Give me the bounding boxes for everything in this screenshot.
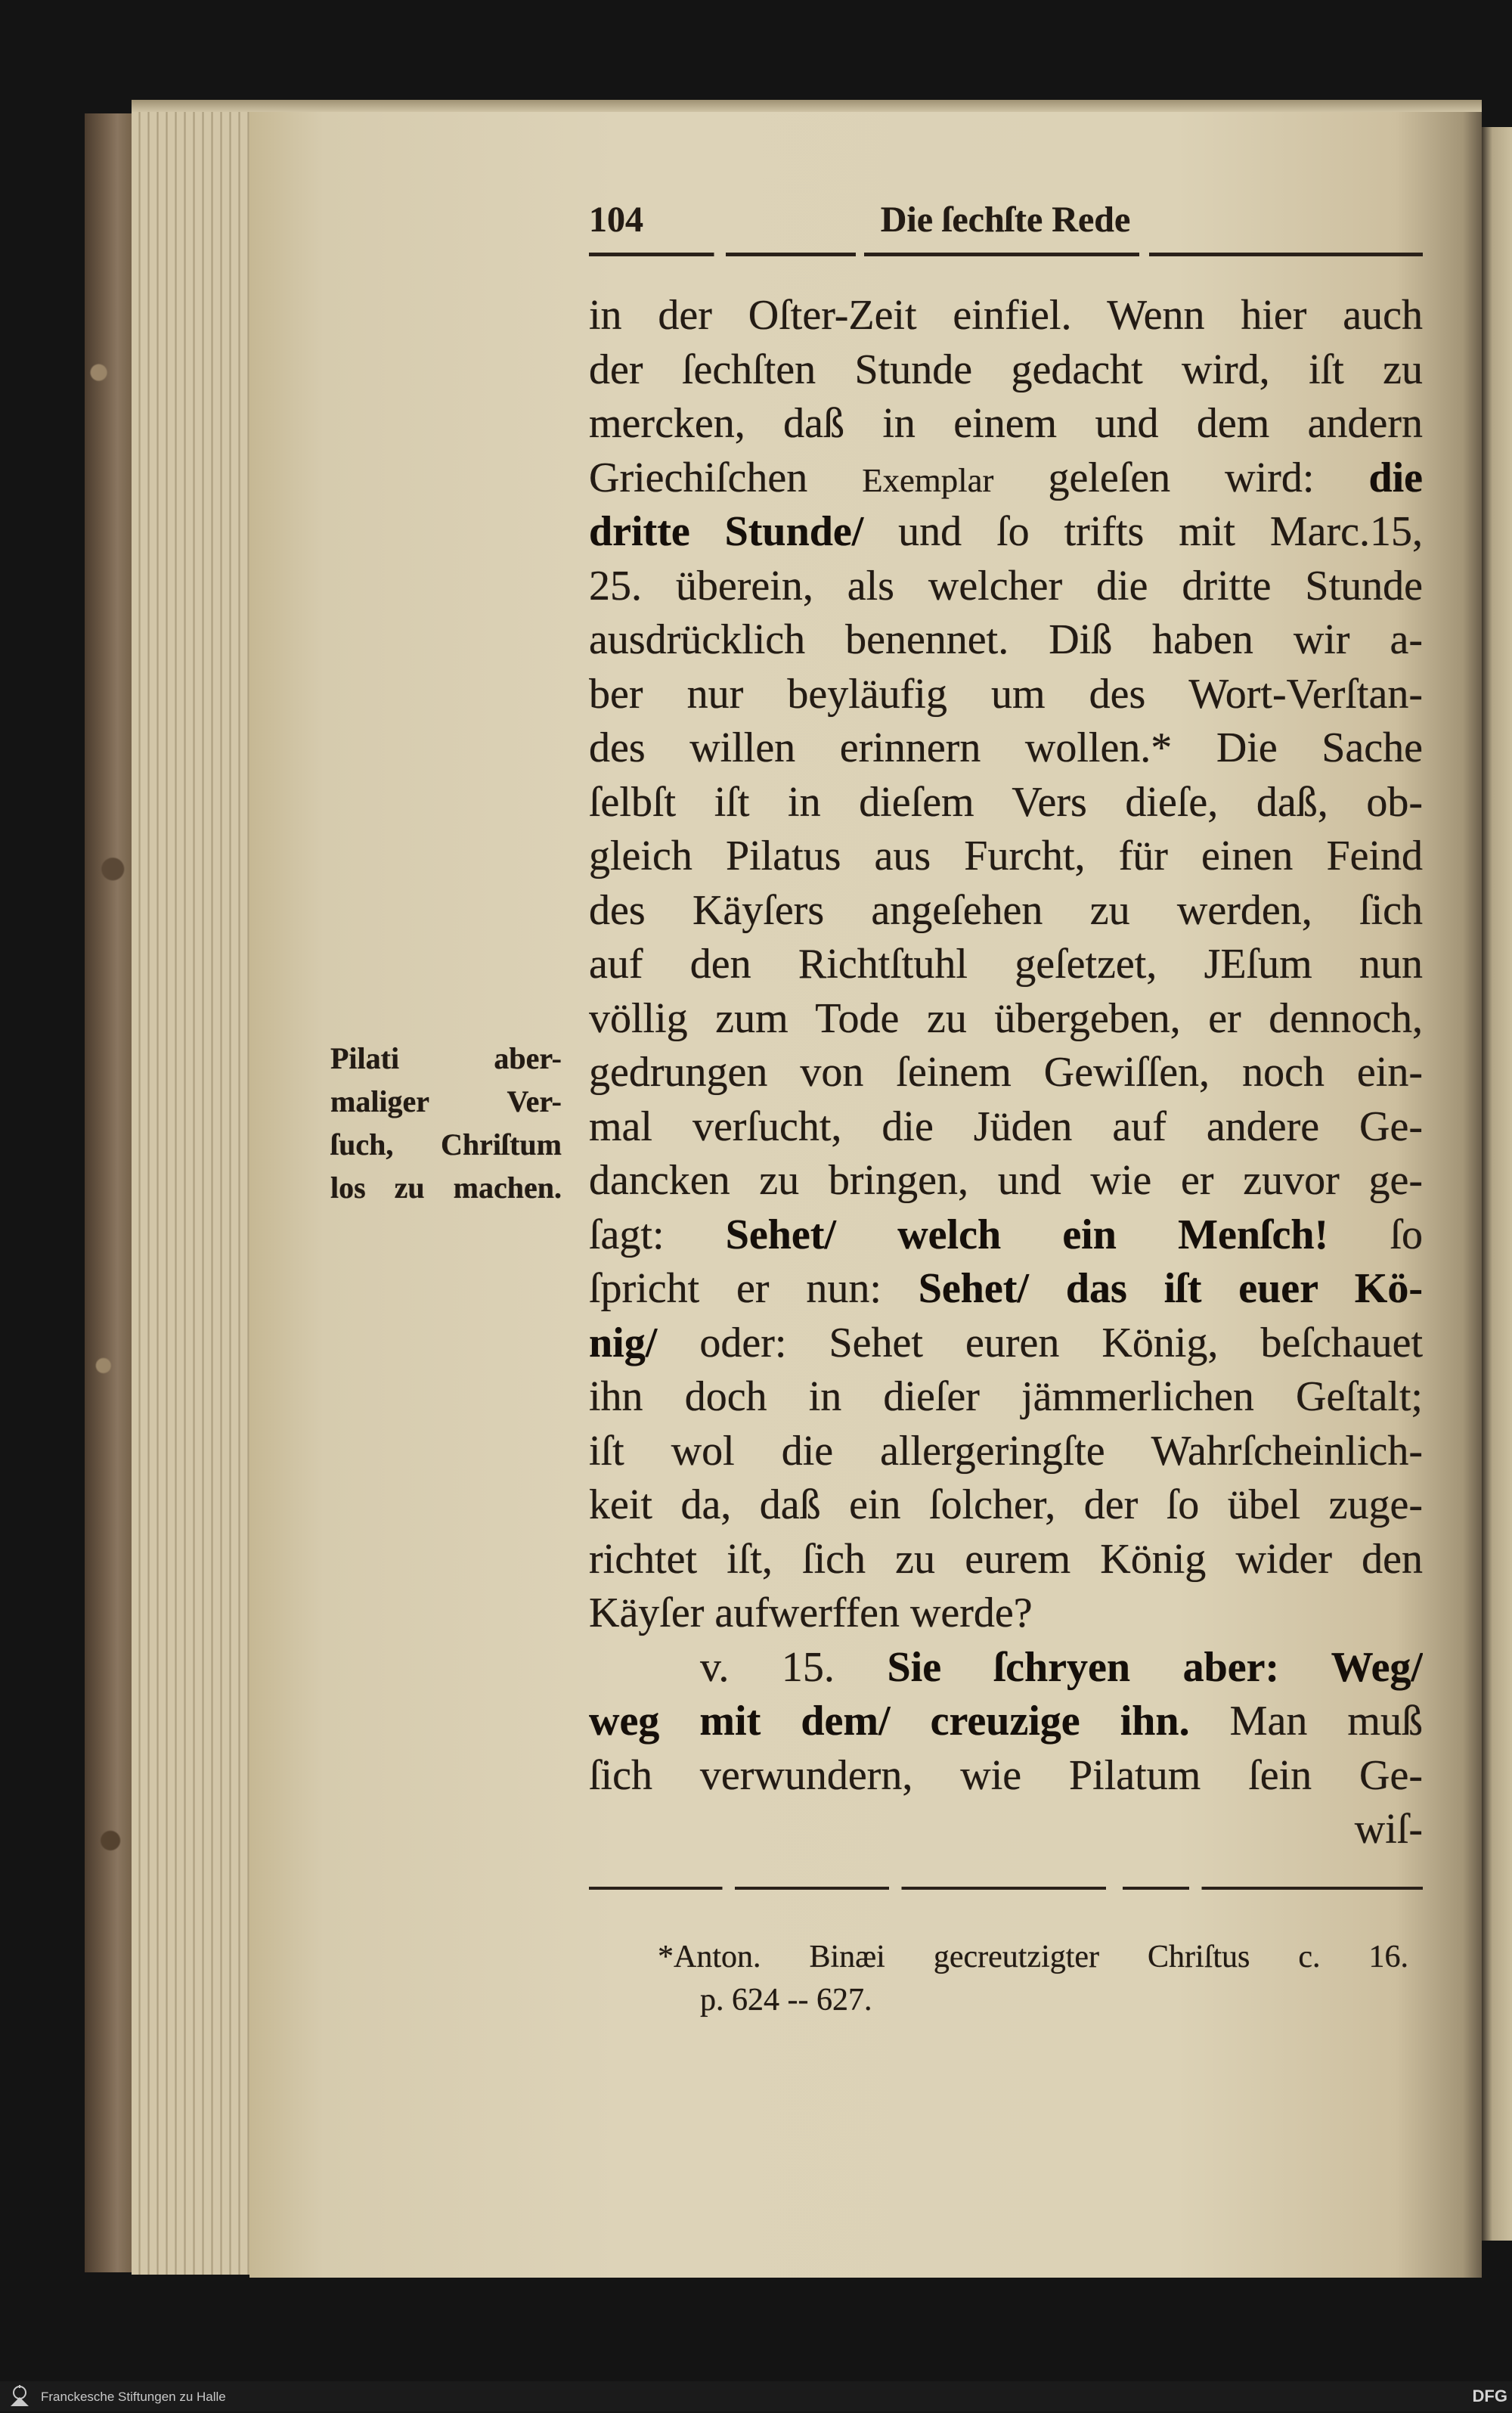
marginal-note-line: ſuch, Chriſtum: [330, 1127, 562, 1162]
body-line: [589, 1586, 1423, 1641]
body-line: [589, 1046, 1423, 1100]
running-title: Die ſechſte Rede: [880, 200, 1131, 240]
body-line: [589, 1262, 1423, 1317]
body-text-run: Man muß: [1189, 1698, 1423, 1745]
footnote-line: p. 624 -- 627.: [700, 1983, 872, 2018]
body-text-run: und ſo trifts mit Marc.15,: [863, 508, 1423, 555]
body-line: [589, 992, 1423, 1047]
marginal-note: [330, 1037, 562, 1209]
footer-bar: [0, 2381, 1512, 2411]
emphasis-text: Sehet/ das iſt euer Kö-: [918, 1265, 1423, 1312]
body-line: [589, 1317, 1423, 1371]
body-line: [589, 397, 1423, 451]
body-line: [589, 1803, 1423, 1857]
footer-funder-logo: DFG: [1472, 2387, 1507, 2405]
body-text-run: des willen erinnern wollen.* Die Sache: [589, 724, 1423, 771]
body-line: [589, 938, 1423, 992]
body-line: [589, 1154, 1423, 1208]
body-text-run: ſelbſt iſt in dieſem Vers dieſe, daß, ob-: [589, 778, 1423, 826]
body-line: [589, 668, 1423, 722]
body-text-run: oder: Sehet euren König, beſchauet: [657, 1319, 1423, 1366]
body-line: [589, 884, 1423, 938]
body-line: [589, 1641, 1423, 1695]
body-text-run: Griechiſchen: [589, 454, 863, 501]
emphasis-text: weg mit dem/ creuzige ihn.: [589, 1698, 1190, 1745]
body-line: [589, 289, 1423, 343]
page-top-edge: [132, 100, 1482, 112]
body-line: [589, 1425, 1423, 1479]
body-line: [589, 721, 1423, 776]
body-text-run: völlig zum Tode zu übergeben, er dennoch,: [589, 994, 1423, 1042]
footnote-rule: [589, 1887, 1423, 1890]
gutter-next-page: [1482, 127, 1512, 2241]
body-line: [589, 1533, 1423, 1587]
body-text-run: richtet iſt, ſich zu eurem König wider den: [589, 1535, 1423, 1583]
body-line: [589, 1695, 1423, 1749]
body-text-run: ausdrücklich benennet. Diß haben wir a-: [589, 616, 1423, 663]
foundation-logo-icon: [6, 2384, 33, 2409]
footnote-line: *Anton. Binæi gecreutzigter Chriſtus c. 16.: [658, 1940, 1408, 1974]
body-line: [589, 1208, 1423, 1263]
body-text-run: keit da, daß ein ſolcher, der ſo übel zuge-: [589, 1481, 1423, 1528]
body-line: [589, 1100, 1423, 1155]
body-text-run: ber nur beyläufig um des Wort-Verſtan-: [589, 670, 1423, 718]
body-text-run: der ſechſten Stunde gedacht wird, iſt zu: [589, 346, 1423, 393]
footer-institution: Franckesche Stiftungen zu Halle: [41, 2390, 226, 2404]
body-line: [589, 1478, 1423, 1533]
body-text-run: mal verſucht, die Jüden auf andere Ge-: [589, 1103, 1423, 1150]
body-text-run: wiſ-: [1354, 1806, 1423, 1853]
body-text-run: v. 15.: [700, 1643, 888, 1691]
body-text-run: ſagt:: [589, 1211, 726, 1258]
emphasis-text: die: [1368, 454, 1423, 501]
body-text-run: ſpricht er nun:: [589, 1265, 919, 1312]
body-line: [589, 613, 1423, 668]
body-text-run: ſo: [1328, 1211, 1423, 1258]
body-line: [589, 451, 1423, 506]
marginal-note-line: maliger Ver-: [330, 1084, 562, 1118]
body-text-run: mercken, daß in einem und dem andern: [589, 400, 1423, 447]
body-text-run: auf den Richtſtuhl geſetzet, JEſum nun: [589, 941, 1423, 988]
marginal-note-line: los zu machen.: [330, 1171, 562, 1205]
body-text-run: 25. überein, als welcher die dritte Stunde: [589, 562, 1423, 609]
emphasis-text: Sehet/ welch ein Menſch!: [725, 1211, 1329, 1258]
emphasis-text: dritte Stunde/: [589, 508, 864, 555]
body-line: [589, 830, 1423, 884]
emphasis-text: nig/: [589, 1319, 658, 1366]
body-text-run: ſich verwundern, wie Pilatum ſein Ge-: [589, 1751, 1423, 1799]
body-line: [589, 1370, 1423, 1425]
emphasis-text: Sie ſchryen aber: Weg/: [887, 1643, 1423, 1691]
body-text-run: geleſen wird:: [993, 454, 1369, 501]
body-text-run: gleich Pilatus aus Furcht, für einen Feind: [589, 833, 1423, 879]
body-text-run: ihn doch in dieſer jämmerlichen Geſtalt;: [589, 1373, 1423, 1420]
antiqua-text: Exemplar: [862, 461, 994, 499]
body-text-run: dancken zu bringen, und wie er zuvor ge-: [589, 1157, 1423, 1204]
book-cover-edge: [85, 113, 132, 2272]
body-text-run: Käyſer aufwerffen werde?: [589, 1590, 1033, 1636]
marginal-note-line: Pilati aber-: [330, 1041, 562, 1075]
body-text: [589, 289, 1423, 1857]
body-text-run: des Käyſers angeſehen zu werden, ſich: [589, 886, 1423, 934]
page-number: 104: [589, 200, 643, 240]
header-rule: [589, 253, 1423, 256]
body-line: [589, 560, 1423, 614]
body-text-run: iſt wol die allergeringſte Wahrſcheinlich-: [589, 1427, 1423, 1475]
body-text-run: gedrungen von ſeinem Gewiſſen, noch ein-: [589, 1049, 1423, 1096]
body-text-run: in der Oſter-Zeit einfiel. Wenn hier auch: [589, 292, 1423, 339]
body-line: [589, 343, 1423, 398]
body-line: [589, 776, 1423, 830]
body-line: [589, 1749, 1423, 1804]
body-line: [589, 505, 1423, 560]
